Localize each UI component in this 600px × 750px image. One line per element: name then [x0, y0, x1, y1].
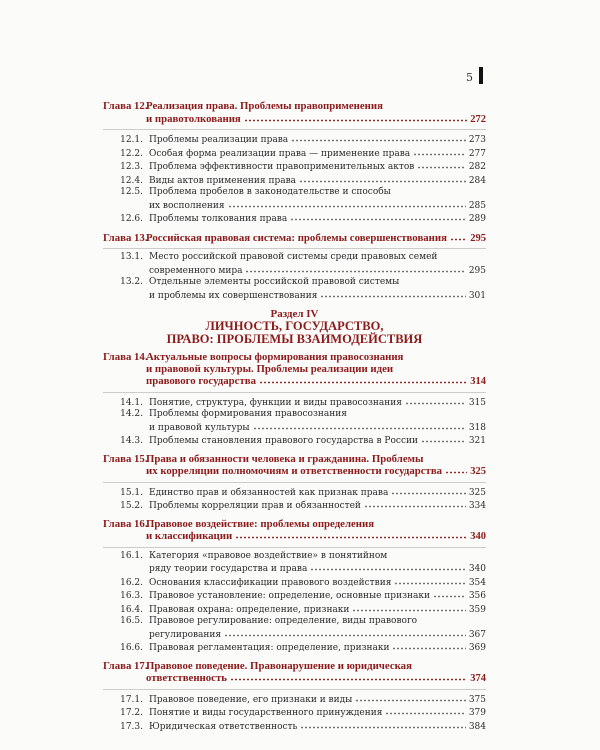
chapter-divider	[103, 248, 486, 249]
toc-entry[interactable]	[103, 277, 486, 289]
toc-entry[interactable]	[103, 252, 486, 264]
entry-title: Основания классификации правового воздействия	[149, 577, 392, 588]
entry-title: Проблема пробелов в законодательстве и способы	[149, 187, 391, 197]
dot-leader	[244, 113, 467, 122]
chapter-title-line[interactable]	[103, 672, 486, 685]
entry-title: и правовой культуры	[149, 422, 250, 433]
chapter-block	[103, 661, 486, 734]
entry-page-number: 384	[468, 721, 486, 732]
entry-page-number: 325	[468, 487, 486, 498]
chapter-title-line[interactable]	[103, 454, 486, 466]
entry-title: современного мира	[149, 265, 243, 276]
chapter-number: Глава 15.	[103, 452, 148, 465]
entry-page-number: 354	[468, 577, 486, 588]
entry-title: Правовое установление: определение, основные признаки	[149, 591, 430, 601]
entry-title: Проблемы корреляции прав и обязанностей	[149, 501, 361, 511]
chapter-title-line[interactable]	[103, 661, 486, 673]
toc-entry[interactable]	[103, 641, 486, 655]
toc-entry[interactable]	[103, 160, 486, 174]
entry-number: 15.1.	[120, 487, 143, 498]
chapter-title: Российская правовая система: проблемы совершенствования	[146, 231, 447, 244]
chapter-block	[103, 352, 486, 448]
toc-entry[interactable]	[103, 486, 486, 500]
entry-number: 17.1.	[120, 694, 143, 705]
entry-page-number: 359	[468, 604, 486, 615]
dot-leader	[391, 486, 465, 495]
chapter-block	[103, 232, 486, 303]
entry-number: 16.4.	[120, 604, 143, 615]
chapter-title: Правовое поведение. Правонарушение и юридическая	[146, 659, 412, 672]
chapter-divider	[103, 689, 486, 690]
entry-title: Юридическая ответственность	[149, 721, 298, 732]
dot-leader	[445, 465, 467, 474]
toc-entry[interactable]	[103, 499, 486, 513]
entry-title: Правовая регламентация: определение, признаки	[149, 643, 390, 653]
dot-leader	[320, 289, 465, 298]
chapter-page-number: 374	[470, 673, 486, 684]
chapter-title: Правовое воздействие: проблемы определения	[146, 517, 375, 530]
entry-number: 15.2.	[120, 501, 143, 511]
entry-title: Проблемы толкования права	[149, 214, 288, 224]
section-title: Раздел IV	[270, 308, 319, 320]
entry-page-number: 334	[468, 501, 486, 511]
entry-number: 12.5.	[120, 187, 143, 197]
chapter-page-number: 295	[470, 232, 486, 244]
dot-leader	[450, 232, 467, 241]
toc-entry[interactable]	[103, 616, 486, 628]
entry-title: Правовое поведение, его признаки и виды	[149, 694, 353, 705]
entry-number: 16.1.	[120, 550, 143, 561]
toc-entry[interactable]	[103, 187, 486, 199]
chapter-block	[103, 519, 486, 655]
entry-title: Проблемы реализации права	[149, 135, 289, 145]
dot-leader	[230, 672, 467, 681]
entry-page-number: 289	[468, 214, 486, 224]
chapter-block	[103, 101, 486, 226]
entry-title: Категория «правовое воздействие» в понятийном	[149, 550, 388, 561]
entry-page-number: 284	[468, 175, 486, 186]
toc-entry[interactable]	[103, 576, 486, 590]
entry-number: 12.2.	[120, 148, 143, 159]
dot-leader	[355, 693, 465, 702]
entry-title: Виды актов применения права	[149, 175, 296, 186]
chapter-divider	[103, 482, 486, 483]
entry-title: их восполнения	[149, 200, 225, 211]
toc-entry[interactable]	[103, 628, 486, 642]
chapter-number: Глава 16.	[103, 517, 148, 530]
chapter-title: и правотолкования	[146, 112, 241, 125]
dot-leader	[413, 147, 466, 156]
chapter-title: правового государства	[146, 375, 256, 387]
section-name-line: ПРАВО: ПРОБЛЕМЫ ВЗАИМОДЕЙСТВИЯ	[166, 332, 423, 346]
entry-number: 14.1.	[120, 397, 143, 408]
chapter-divider	[103, 547, 486, 548]
chapter-title: ответственность	[146, 672, 227, 684]
chapter-number: Глава 17.	[103, 659, 148, 672]
chapter-number: Глава 12.	[103, 100, 148, 112]
chapter-title-line[interactable]	[103, 101, 486, 113]
chapter-page-number: 340	[470, 531, 486, 542]
dot-leader	[228, 199, 466, 208]
entry-page-number: 285	[468, 200, 486, 211]
dot-leader	[352, 603, 465, 612]
toc-entry[interactable]	[103, 706, 486, 720]
dot-leader	[299, 174, 466, 183]
entry-title: регулирования	[149, 629, 222, 640]
section-name-line: ЛИЧНОСТЬ, ГОСУДАРСТВО,	[205, 319, 384, 333]
dot-leader	[433, 589, 466, 598]
chapter-title-line[interactable]	[103, 519, 486, 531]
section-heading	[103, 308, 486, 346]
chapter-title-line[interactable]	[103, 232, 486, 245]
chapter-title: Реализация права. Проблемы правоприменения	[146, 100, 383, 112]
entry-number: 14.3.	[120, 436, 143, 446]
entry-title: Понятие и виды государственного принуждения	[149, 708, 383, 718]
chapter-title-line[interactable]	[103, 375, 486, 388]
entry-number: 13.1.	[120, 252, 143, 262]
chapter-title-line[interactable]	[103, 465, 486, 478]
entry-title: Понятие, структура, функции и виды правосознания	[149, 397, 402, 408]
chapter-title: Права и обязанности человека и гражданина. Проблемы	[146, 452, 424, 465]
dot-leader	[417, 160, 466, 169]
toc-entry[interactable]	[103, 174, 486, 188]
entry-page-number: 318	[468, 422, 486, 433]
entry-title: Правовая охрана: определение, признаки	[149, 604, 350, 615]
entry-number: 14.2.	[120, 409, 143, 419]
entry-number: 12.4.	[120, 175, 143, 186]
entry-number: 16.2.	[120, 577, 143, 588]
dot-leader	[290, 212, 466, 221]
entry-title: Проблемы формирования правосознания	[149, 409, 347, 419]
toc-entry[interactable]	[103, 693, 486, 707]
entry-title: Единство прав и обязанностей как признак права	[149, 487, 389, 498]
chapter-title-line[interactable]	[103, 530, 486, 543]
entry-page-number: 321	[468, 436, 486, 446]
dot-leader	[235, 530, 467, 539]
chapter-divider	[103, 129, 486, 130]
chapter-title-line[interactable]	[103, 113, 486, 126]
entry-title: Проблема эффективности правоприменительных актов	[149, 162, 415, 172]
dot-leader	[405, 396, 466, 405]
entry-page-number: 295	[468, 265, 486, 276]
toc-entry[interactable]	[103, 434, 486, 448]
dot-leader	[245, 264, 465, 273]
entry-title: Правовое регулирование: определение, виды правового	[149, 616, 418, 626]
toc-entry[interactable]	[103, 720, 486, 734]
entry-page-number: 369	[468, 643, 486, 653]
dot-leader	[364, 499, 466, 508]
toc-entry[interactable]	[103, 264, 486, 278]
chapter-divider	[103, 392, 486, 393]
page-number: 5	[466, 71, 473, 84]
dot-leader	[392, 641, 465, 650]
entry-number: 16.3.	[120, 591, 143, 601]
dot-leader	[224, 628, 466, 637]
entry-number: 13.2.	[120, 277, 143, 287]
toc-entry[interactable]	[103, 409, 486, 421]
table-of-contents	[103, 101, 486, 733]
dot-leader	[291, 133, 466, 142]
entry-number: 12.6.	[120, 214, 143, 224]
entry-number: 12.3.	[120, 162, 143, 172]
chapter-page-number: 314	[470, 376, 486, 387]
toc-entry[interactable]	[103, 603, 486, 617]
toc-entry[interactable]	[103, 133, 486, 147]
entry-page-number: 277	[468, 148, 486, 159]
entry-title: Проблемы становления правового государства в России	[149, 436, 418, 446]
chapter-title: Актуальные вопросы формирования правосознания	[146, 351, 404, 363]
entry-page-number: 273	[468, 135, 486, 145]
entry-title: ряду теории государства и права	[149, 564, 308, 574]
toc-entry[interactable]	[103, 421, 486, 435]
dot-leader	[300, 720, 465, 729]
toc-entry[interactable]	[103, 147, 486, 161]
dot-leader	[385, 706, 465, 715]
entry-page-number: 340	[468, 564, 486, 574]
chapter-number: Глава 14.	[103, 351, 148, 363]
chapter-title: их корреляции полномочиям и ответственности государства	[146, 465, 443, 477]
toc-entry[interactable]	[103, 562, 486, 576]
entry-title: Отдельные элементы российской правовой системы	[149, 277, 400, 287]
toc-entry[interactable]	[103, 289, 486, 303]
dot-leader	[394, 576, 465, 585]
entry-page-number: 315	[468, 397, 486, 408]
chapter-title: и классификации	[146, 530, 233, 542]
entry-number: 12.1.	[120, 135, 143, 145]
entry-page-number: 375	[468, 694, 486, 705]
dot-leader	[310, 562, 465, 571]
chapter-number: Глава 13.	[103, 231, 148, 244]
entry-title: и проблемы их совершенствования	[149, 290, 318, 301]
entry-page-number: 301	[468, 290, 486, 301]
entry-number: 16.5.	[120, 616, 143, 626]
chapter-page-number: 325	[470, 466, 486, 477]
entry-page-number: 282	[468, 162, 486, 172]
entry-title: Особая форма реализации права — применение права	[149, 148, 411, 159]
chapter-block	[103, 454, 486, 513]
toc-entry[interactable]	[103, 199, 486, 213]
dot-leader	[253, 421, 466, 430]
entry-number: 17.2.	[120, 708, 143, 718]
dot-leader	[259, 375, 467, 384]
chapter-page-number: 272	[470, 113, 486, 125]
entry-page-number: 379	[468, 708, 486, 718]
chapter-title: и правовой культуры. Проблемы реализации идеи	[146, 362, 394, 375]
page-number-bar	[479, 67, 483, 84]
entry-page-number: 356	[468, 591, 486, 601]
entry-title: Место российской правовой системы среди правовых семей	[149, 252, 438, 262]
entry-number: 17.3.	[120, 721, 143, 732]
toc-entry[interactable]	[103, 551, 486, 563]
entry-number: 16.6.	[120, 643, 143, 653]
toc-entry[interactable]	[103, 589, 486, 603]
toc-entry[interactable]	[103, 212, 486, 226]
chapter-title-line[interactable]	[103, 364, 486, 376]
toc-entry[interactable]	[103, 396, 486, 410]
dot-leader	[421, 434, 466, 443]
entry-page-number: 367	[468, 629, 486, 640]
